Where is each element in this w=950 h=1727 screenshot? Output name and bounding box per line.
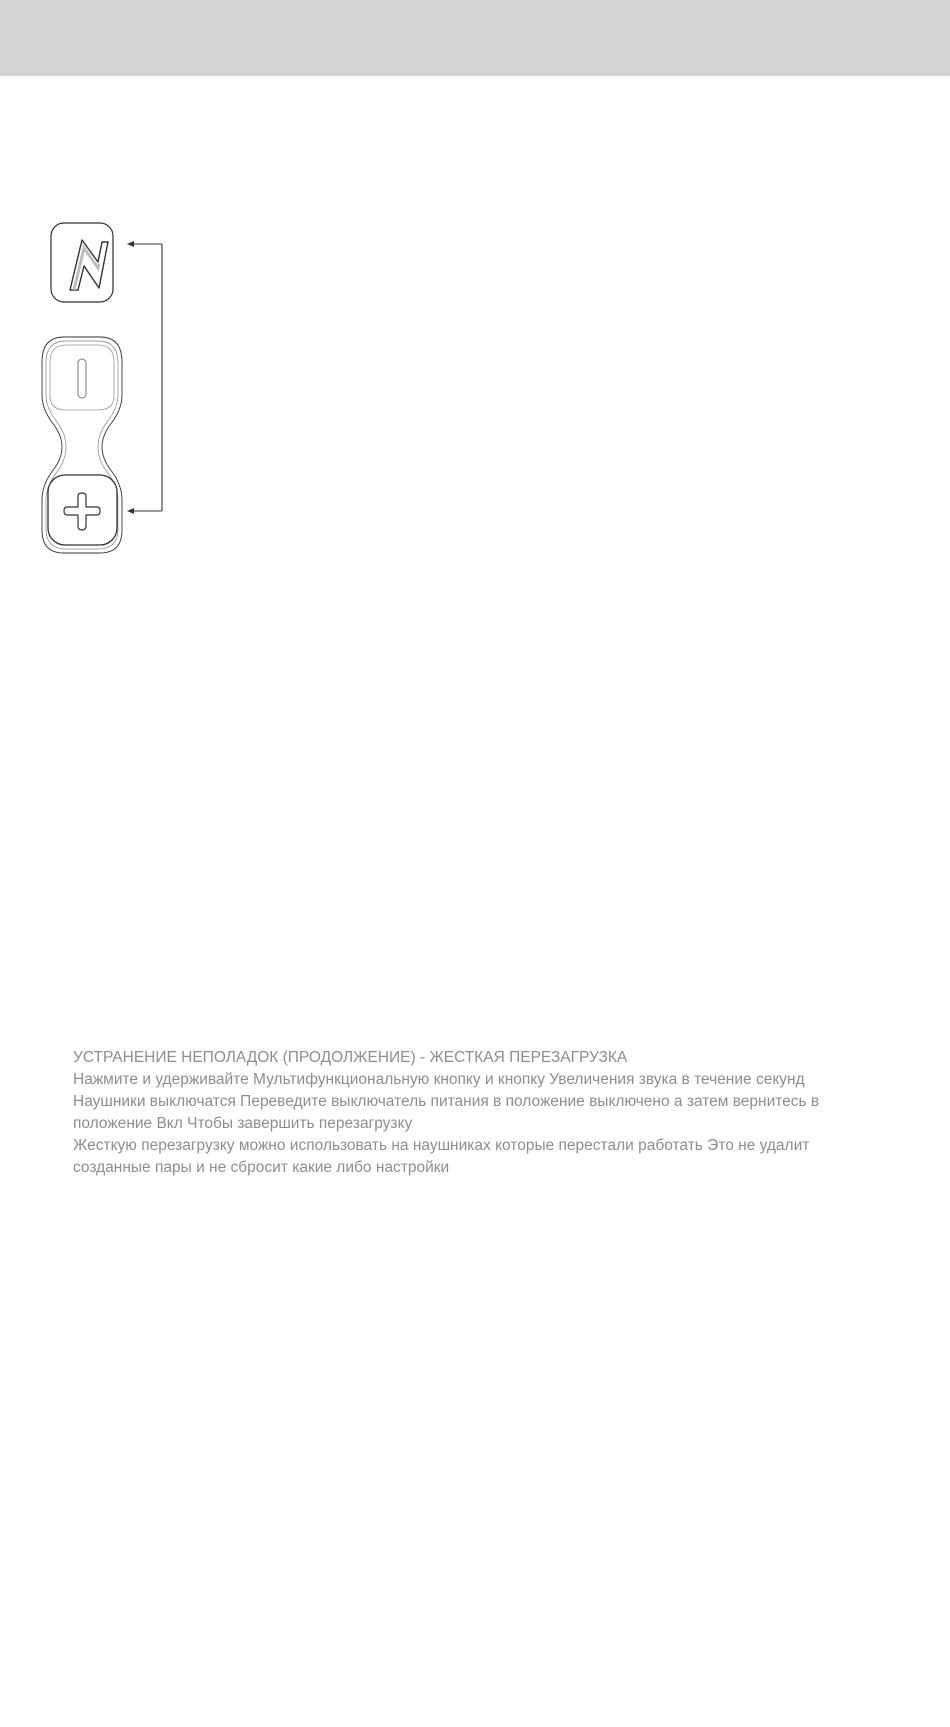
minus-icon: [78, 359, 86, 398]
section-heading: УСТРАНЕНИЕ НЕПОЛАДОК (ПРОДОЛЖЕНИЕ) - ЖЕСТКАЯ ПЕРЕЗАГРУЗКА: [73, 1049, 628, 1066]
troubleshooting-section: [73, 1047, 863, 1179]
paragraph-hard-reset-steps: Нажмите и удерживайте Мультифункциональную кнопку и кнопку Увеличения звука в течение секунд Наушники выключатся Переведите выключатель питания в положение выключено а затем вернитесь в положение Вкл Чтобы завершить перезагрузку: [73, 1071, 820, 1132]
volume-up-button: [48, 475, 117, 545]
connector-lines: [131, 244, 162, 511]
button-diagram: [0, 200, 200, 580]
arrow-head-top: [127, 241, 134, 247]
header-band: [0, 0, 950, 76]
arrow-head-bottom: [127, 508, 134, 514]
multifunction-button: [51, 223, 113, 302]
paragraph-hard-reset-note: Жесткую перезагрузку можно использовать на наушниках которые перестали работать Это не удалит созданные пары и не сбросит какие либо настройки: [73, 1137, 810, 1176]
